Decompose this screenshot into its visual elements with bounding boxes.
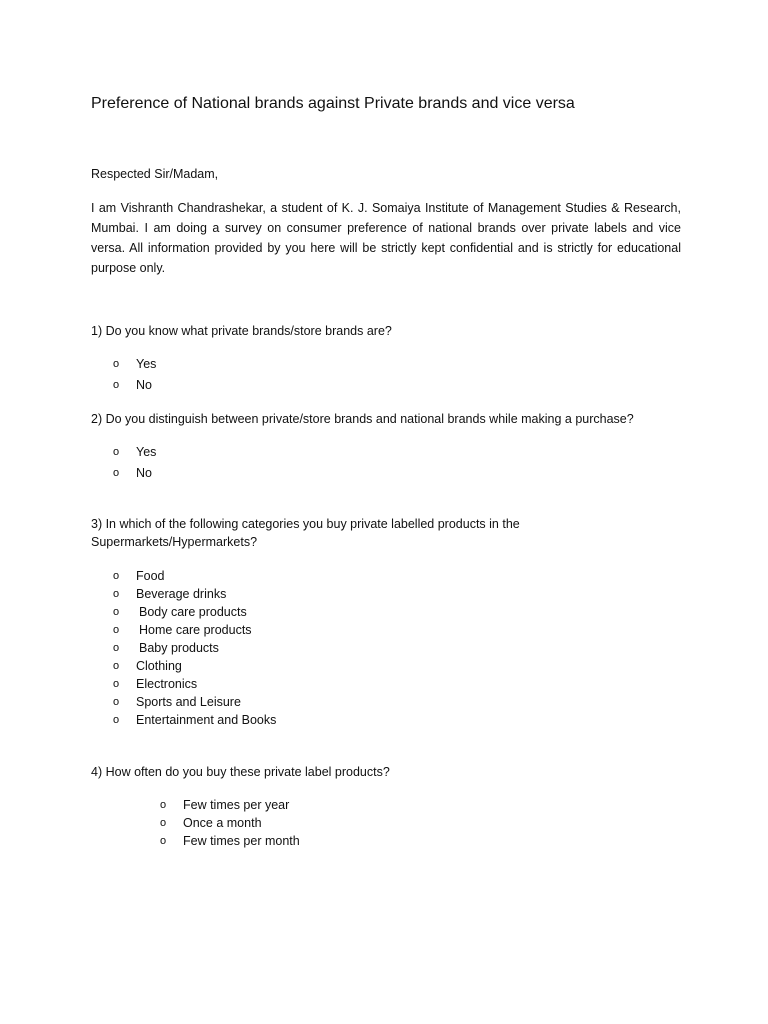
salutation: Respected Sir/Madam, bbox=[91, 167, 219, 181]
option-no[interactable] bbox=[113, 463, 156, 484]
option-label: No bbox=[136, 466, 152, 480]
option-label: Once a month bbox=[183, 816, 262, 830]
question-2: 2) Do you distinguish between private/store brands and national brands while making a purchase? bbox=[91, 412, 634, 426]
option-label: No bbox=[136, 378, 152, 392]
option-label: Entertainment and Books bbox=[136, 713, 277, 727]
option-label: Yes bbox=[136, 357, 157, 371]
option-once-a-month[interactable] bbox=[160, 814, 300, 832]
option-few-times-per-year[interactable] bbox=[160, 796, 300, 814]
radio-bullet-icon: o bbox=[113, 467, 120, 479]
question-3: 3) In which of the following categories you buy private labelled products in the Supermarkets/Hypermarkets? bbox=[91, 517, 520, 549]
question-2-options bbox=[113, 442, 156, 484]
question-1: 1) Do you know what private brands/store brands are? bbox=[91, 324, 392, 338]
question-4-options bbox=[160, 796, 300, 850]
radio-bullet-icon: o bbox=[113, 642, 120, 654]
question-4: 4) How often do you buy these private label products? bbox=[91, 765, 390, 779]
option-label: Few times per month bbox=[183, 834, 300, 848]
option-label: Baby products bbox=[139, 641, 219, 655]
radio-bullet-icon: o bbox=[113, 606, 120, 618]
option-beverage-drinks[interactable] bbox=[113, 585, 276, 603]
radio-bullet-icon: o bbox=[113, 358, 120, 370]
radio-bullet-icon: o bbox=[160, 799, 167, 811]
option-yes[interactable] bbox=[113, 442, 156, 463]
radio-bullet-icon: o bbox=[113, 624, 120, 636]
option-label: Body care products bbox=[139, 605, 247, 619]
radio-bullet-icon: o bbox=[160, 835, 167, 847]
option-home-care-products[interactable] bbox=[113, 621, 276, 639]
option-sports-and-leisure[interactable] bbox=[113, 693, 276, 711]
radio-bullet-icon: o bbox=[113, 660, 120, 672]
option-label: Few times per year bbox=[183, 798, 290, 812]
radio-bullet-icon: o bbox=[113, 714, 120, 726]
option-clothing[interactable] bbox=[113, 657, 276, 675]
radio-bullet-icon: o bbox=[160, 817, 167, 829]
question-1-options bbox=[113, 354, 156, 396]
option-body-care-products[interactable] bbox=[113, 603, 276, 621]
option-food[interactable] bbox=[113, 567, 276, 585]
radio-bullet-icon: o bbox=[113, 379, 120, 391]
option-no[interactable] bbox=[113, 375, 156, 396]
option-label: Yes bbox=[136, 445, 157, 459]
question-3-options bbox=[113, 567, 276, 729]
radio-bullet-icon: o bbox=[113, 696, 120, 708]
option-baby-products[interactable] bbox=[113, 639, 276, 657]
option-label: Home care products bbox=[139, 623, 252, 637]
option-few-times-per-month[interactable] bbox=[160, 832, 300, 850]
radio-bullet-icon: o bbox=[113, 570, 120, 582]
option-yes[interactable] bbox=[113, 354, 156, 375]
option-label: Clothing bbox=[136, 659, 182, 673]
document-title: Preference of National brands against Private brands and vice versa bbox=[91, 95, 575, 112]
radio-bullet-icon: o bbox=[113, 678, 120, 690]
option-label: Sports and Leisure bbox=[136, 695, 241, 709]
option-label: Electronics bbox=[136, 677, 198, 691]
option-label: Beverage drinks bbox=[136, 587, 227, 601]
radio-bullet-icon: o bbox=[113, 588, 120, 600]
option-electronics[interactable] bbox=[113, 675, 276, 693]
option-entertainment-and-books[interactable] bbox=[113, 711, 276, 729]
radio-bullet-icon: o bbox=[113, 446, 120, 458]
option-label: Food bbox=[136, 569, 165, 583]
intro-paragraph: I am Vishranth Chandrashekar, a student of K. J. Somaiya Institute of Management Studies & Research, Mumbai. I am doing a survey on consumer preference of national brands over private labels and vice versa. All information provided by you here will be strictly kept confidential and is strictly for educational purpose only. bbox=[91, 201, 681, 275]
